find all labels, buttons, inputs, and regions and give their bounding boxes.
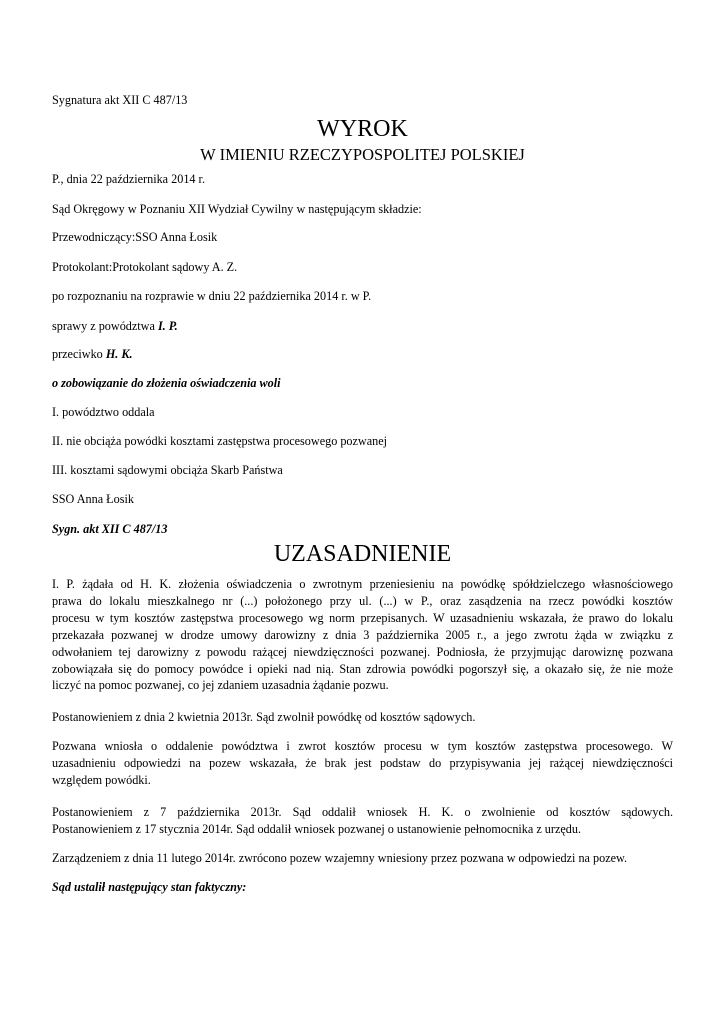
case-subject: o zobowiązanie do złożenia oświadczenia woli: [52, 376, 281, 390]
court-composition: Sąd Okręgowy w Poznaniu XII Wydział Cywilny w następującym składzie:: [52, 202, 422, 216]
text-line: odwołaniem tej darowizny z powodu rażącej niewdzięczności pozwanej. Podniosła, że przyjmując darowiznę pozwana: [52, 644, 673, 659]
verdict-point-2: II. nie obciąża powódki kosztami zastępstwa procesowego pozwanej: [52, 434, 388, 448]
text-line: uzasadnieniu odpowiedzi na pozew wskazała, że brak jest podstaw do przypisywania jej rażącej niewdzięczności: [52, 755, 673, 770]
case-defendant-line: [52, 346, 133, 362]
court-clerk: Protokolant:Protokolant sądowy A. Z.: [52, 260, 238, 274]
text-line: Postanowieniem z 17 stycznia 2014r. Sąd oddalił wniosek pozwanej o ustanowienie pełnomocnika z urzędu.: [52, 821, 582, 836]
text-line: prawa do lokalu mieszkalnego nr (...) położonego przy ul. (...) w P., oraz zasądzenia na rzecz powódki kosztów: [52, 593, 673, 608]
justification-signature: Sygn. akt XII C 487/13: [52, 522, 168, 536]
case-plaintiff-line: [52, 318, 178, 334]
justification-paragraph-1: [52, 576, 673, 694]
justification-paragraph-2: [52, 709, 673, 726]
defendant-name: H. K.: [105, 347, 133, 361]
place-date: P., dnia 22 października 2014 r.: [52, 172, 205, 186]
text-line: Zarządzeniem z dnia 11 lutego 2014r. zwrócono pozew wzajemny wniesiony przez pozwana w odpowiedzi na pozew.: [52, 851, 628, 865]
justification-paragraph-4: [52, 804, 673, 838]
text-line: procesu w tym kosztów zastępstwa procesowego wg norm przepisanych. W uzasadnieniu wskazała, że prawo do lokalu: [52, 610, 673, 625]
text-line: Postanowieniem z dnia 2 kwietnia 2013r. Sąd zwolnił powódkę od kosztów sądowych.: [52, 710, 476, 724]
justification-title: UZASADNIENIE: [273, 541, 452, 567]
hearing-info: po rozpoznaniu na rozprawie w dniu 22 października 2014 r. w P.: [52, 289, 372, 303]
text-line: Pozwana wniosła o oddalenie powództwa i zwrot kosztów procesu w tym kosztów zastępstwa procesowego. W: [52, 739, 673, 753]
facts-heading: Sąd ustalił następujący stan faktyczny:: [52, 880, 247, 894]
plaintiff-name: I. P.: [157, 319, 178, 333]
judge-signature: SSO Anna Łosik: [52, 492, 134, 506]
text-line: liczyć na pomoc pozwanej, co jej zdaniem uzasadnia żądanie pozwu.: [52, 678, 389, 693]
text-line: I. P. żądała od H. K. złożenia oświadczenia o zwrotnym przeniesieniu na powódkę spółdzielczego własnościowego: [52, 577, 673, 591]
verdict-subtitle: W IMIENIU RZECZYPOSPOLITEJ POLSKIEJ: [200, 145, 525, 164]
text-line: zobowiązała się do pomocy powódce i opieki nad nią. Stan zdrowia powódki pogorszył się, a okazało się, że nie może: [52, 661, 673, 676]
justification-paragraph-5: [52, 850, 673, 867]
against-prefix: przeciwko: [52, 347, 106, 361]
verdict-point-3: III. kosztami sądowymi obciąża Skarb Państwa: [52, 463, 283, 477]
text-line: względem powódki.: [52, 772, 151, 787]
presiding-judge: Przewodniczący:SSO Anna Łosik: [52, 230, 218, 244]
verdict-point-1: I. powództwo oddala: [52, 405, 155, 419]
text-line: przekazała pozwanej w drodze umowy darowizny z dnia 3 października 2005 r., a jego zwrotu żąda w związku z: [52, 627, 673, 642]
text-line: Postanowieniem z 7 października 2013r. Sąd oddalił wniosek H. K. o zwolnienie od kosztów sądowych.: [52, 805, 673, 819]
justification-paragraph-3: [52, 738, 673, 789]
case-signature: Sygnatura akt XII C 487/13: [52, 93, 188, 107]
verdict-title: WYROK: [317, 116, 408, 142]
case-prefix: sprawy z powództwa: [52, 319, 158, 333]
